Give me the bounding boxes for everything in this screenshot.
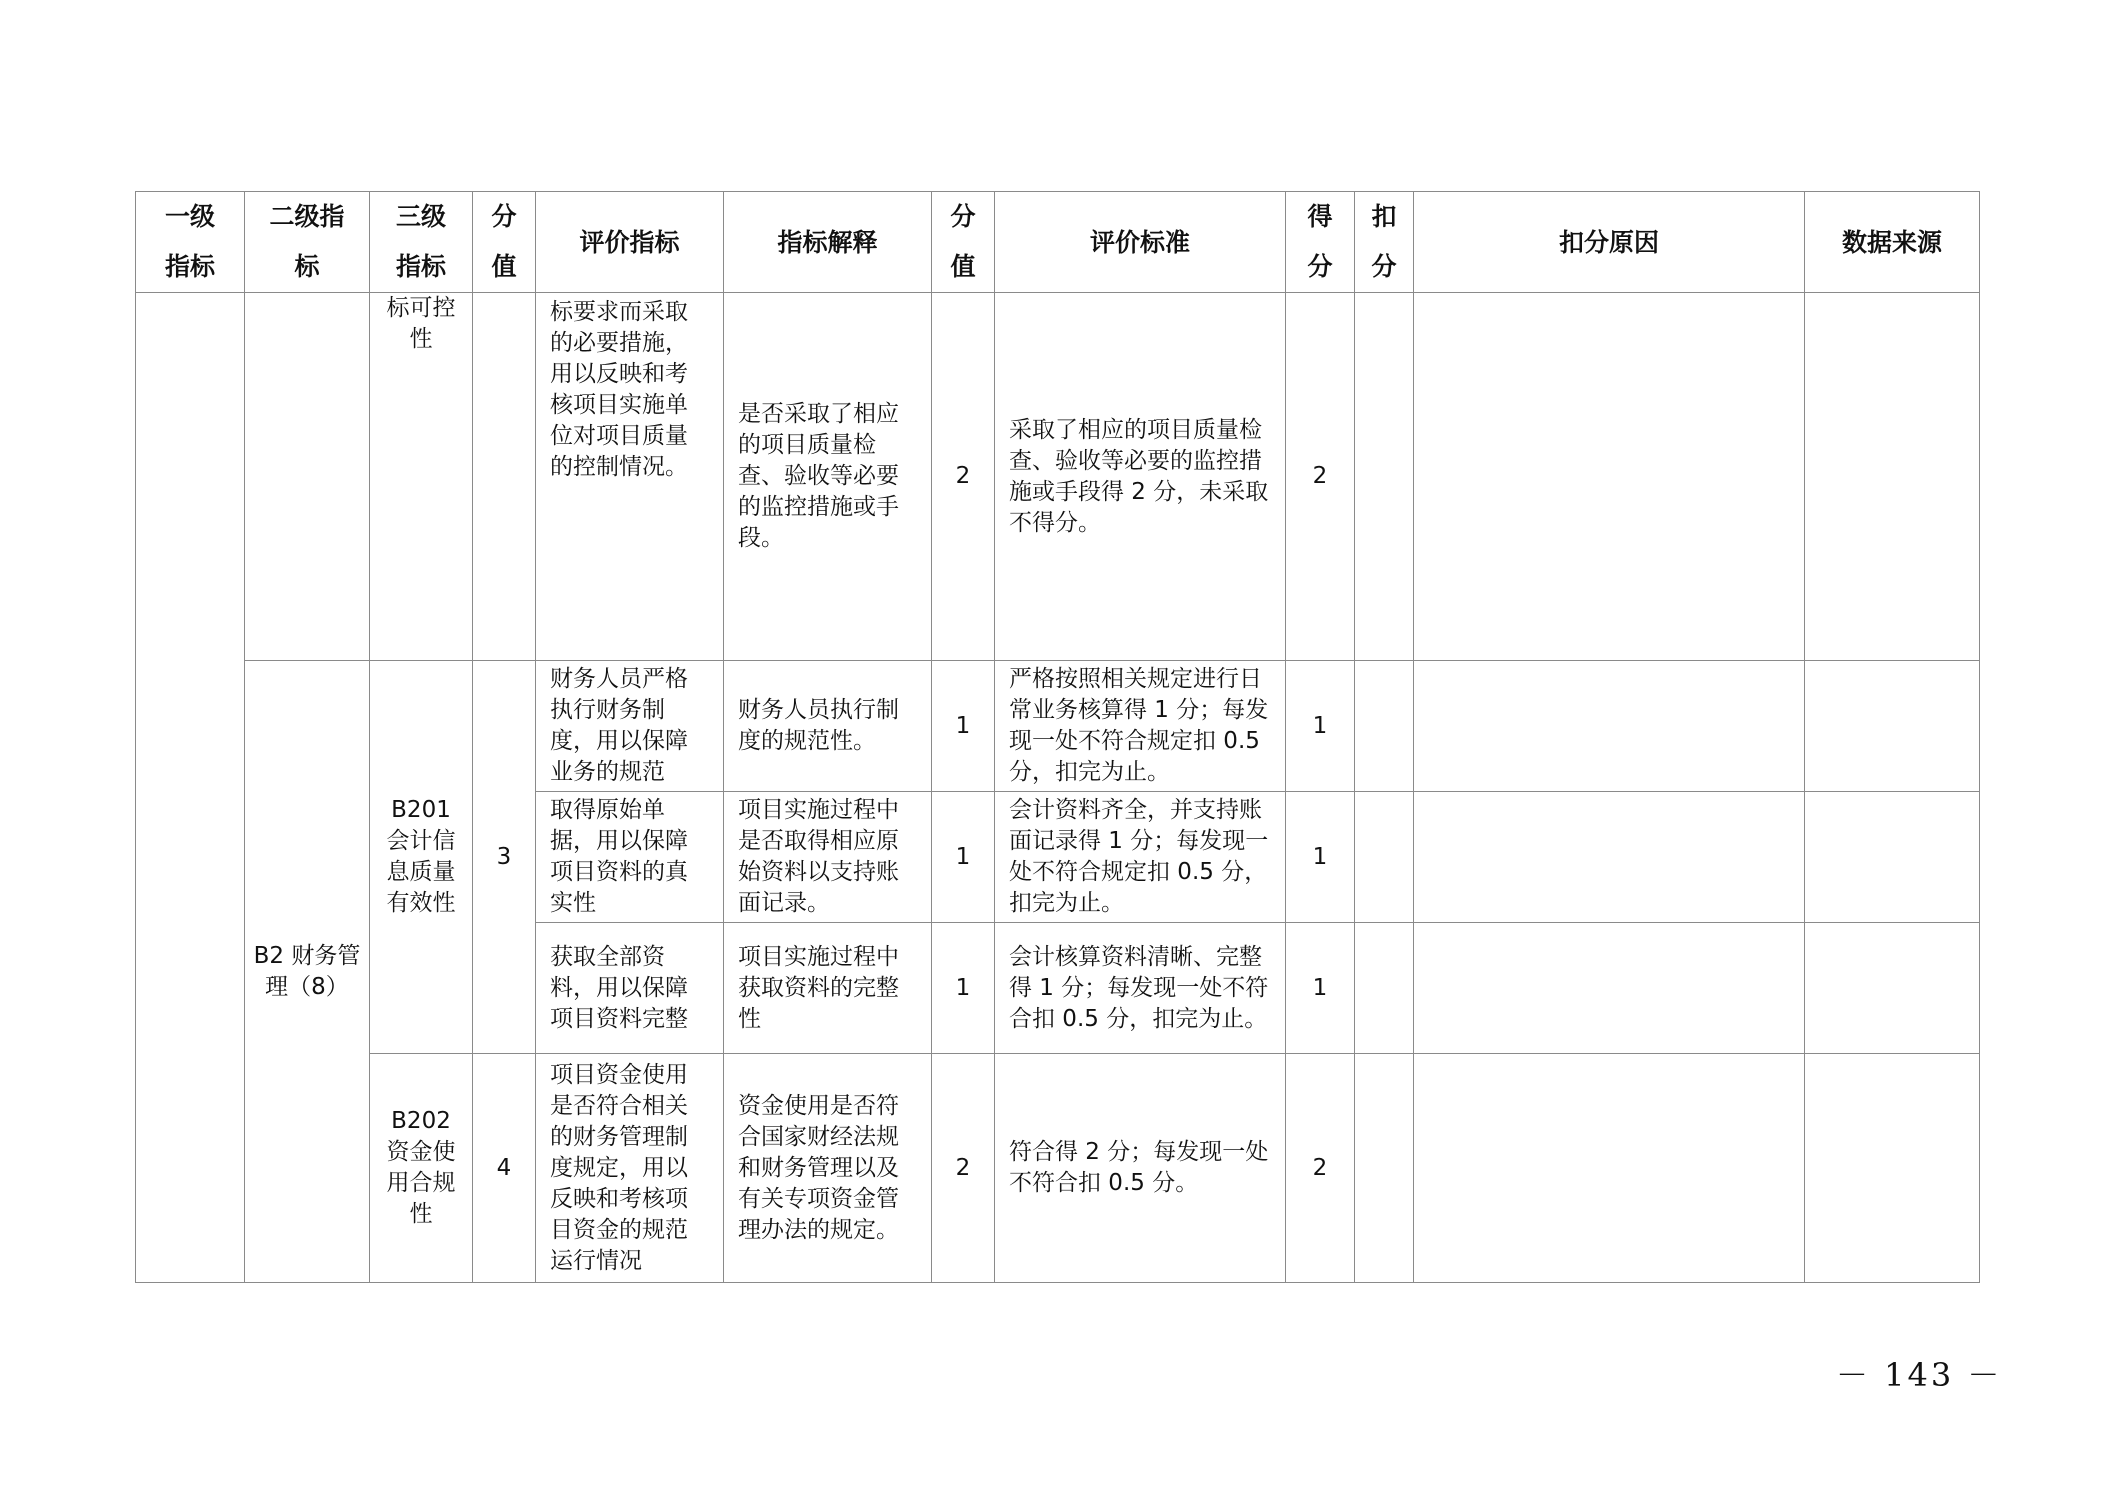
standard-cell: 会计资料齐全，并支持账面记录得 1 分；每发现一处不符合规定扣 0.5 分，扣完为止。 bbox=[995, 792, 1286, 923]
source-cell bbox=[1805, 923, 1980, 1054]
explanation-cell: 项目实施过程中是否取得相应原始资料以支持账面记录。 bbox=[724, 792, 932, 923]
header-standard: 评价标准 bbox=[995, 192, 1286, 293]
item-score-cell: 1 bbox=[932, 923, 995, 1054]
item-score-cell: 2 bbox=[932, 293, 995, 661]
indicator-cell: 项目资金使用是否符合相关的财务管理制度规定，用以反映和考核项目资金的规范运行情况 bbox=[536, 1054, 724, 1283]
got-cell: 1 bbox=[1286, 923, 1355, 1054]
got-cell: 2 bbox=[1286, 293, 1355, 661]
indicator-cell: 财务人员严格执行财务制度，用以保障业务的规范 bbox=[536, 661, 724, 792]
deduct-cell bbox=[1355, 792, 1414, 923]
source-cell bbox=[1805, 661, 1980, 792]
deduct-cell bbox=[1355, 1054, 1414, 1283]
source-cell bbox=[1805, 792, 1980, 923]
reason-cell bbox=[1414, 1054, 1805, 1283]
score-cell bbox=[473, 293, 536, 661]
header-explanation: 指标解释 bbox=[724, 192, 932, 293]
level3-cell: 标可控性 bbox=[370, 293, 473, 661]
level3-cell: B201 会计信息质量有效性 bbox=[370, 661, 473, 1054]
standard-cell: 采取了相应的项目质量检查、验收等必要的监控措施或手段得 2 分，未采取不得分。 bbox=[995, 293, 1286, 661]
reason-cell bbox=[1414, 293, 1805, 661]
level1-cell bbox=[136, 293, 245, 1283]
got-cell: 1 bbox=[1286, 661, 1355, 792]
source-cell bbox=[1805, 293, 1980, 661]
header-reason: 扣分原因 bbox=[1414, 192, 1805, 293]
indicator-cell: 标要求而采取的必要措施，用以反映和考核项目实施单位对项目质量的控制情况。 bbox=[536, 293, 724, 661]
source-cell bbox=[1805, 1054, 1980, 1283]
standard-cell: 会计核算资料清晰、完整得 1 分；每发现一处不符合扣 0.5 分，扣完为止。 bbox=[995, 923, 1286, 1054]
explanation-cell: 财务人员执行制度的规范性。 bbox=[724, 661, 932, 792]
table-row bbox=[136, 661, 1980, 792]
standard-cell: 严格按照相关规定进行日常业务核算得 1 分；每发现一处不符合规定扣 0.5 分，扣完为止。 bbox=[995, 661, 1286, 792]
header-indicator: 评价指标 bbox=[536, 192, 724, 293]
explanation-cell: 是否采取了相应的项目质量检查、验收等必要的监控措施或手段。 bbox=[724, 293, 932, 661]
level2-cell: B2 财务管理（8） bbox=[245, 661, 370, 1283]
header-level3: 三级 指标 bbox=[370, 192, 473, 293]
header-row bbox=[136, 192, 1980, 293]
header-got: 得 分 bbox=[1286, 192, 1355, 293]
reason-cell bbox=[1414, 661, 1805, 792]
deduct-cell bbox=[1355, 293, 1414, 661]
header-level1: 一级 指标 bbox=[136, 192, 245, 293]
header-level2: 二级指 标 bbox=[245, 192, 370, 293]
item-score-cell: 1 bbox=[932, 792, 995, 923]
reason-cell bbox=[1414, 923, 1805, 1054]
score-cell: 3 bbox=[473, 661, 536, 1054]
got-cell: 1 bbox=[1286, 792, 1355, 923]
page-number: － 143 － bbox=[1836, 1356, 2003, 1394]
indicator-cell: 获取全部资料，用以保障项目资料完整 bbox=[536, 923, 724, 1054]
standard-cell: 符合得 2 分；每发现一处不符合扣 0.5 分。 bbox=[995, 1054, 1286, 1283]
item-score-cell: 1 bbox=[932, 661, 995, 792]
evaluation-table bbox=[135, 191, 1980, 1283]
level3-cell: B202 资金使用合规性 bbox=[370, 1054, 473, 1283]
header-deduct: 扣 分 bbox=[1355, 192, 1414, 293]
table-row bbox=[136, 293, 1980, 661]
header-source: 数据来源 bbox=[1805, 192, 1980, 293]
level2-cell bbox=[245, 293, 370, 661]
item-score-cell: 2 bbox=[932, 1054, 995, 1283]
deduct-cell bbox=[1355, 923, 1414, 1054]
header-score: 分 值 bbox=[473, 192, 536, 293]
explanation-cell: 项目实施过程中获取资料的完整性 bbox=[724, 923, 932, 1054]
deduct-cell bbox=[1355, 661, 1414, 792]
score-cell: 4 bbox=[473, 1054, 536, 1283]
table-row bbox=[136, 1054, 1980, 1283]
got-cell: 2 bbox=[1286, 1054, 1355, 1283]
reason-cell bbox=[1414, 792, 1805, 923]
header-item-score: 分 值 bbox=[932, 192, 995, 293]
explanation-cell: 资金使用是否符合国家财经法规和财务管理以及有关专项资金管理办法的规定。 bbox=[724, 1054, 932, 1283]
indicator-cell: 取得原始单据，用以保障项目资料的真实性 bbox=[536, 792, 724, 923]
